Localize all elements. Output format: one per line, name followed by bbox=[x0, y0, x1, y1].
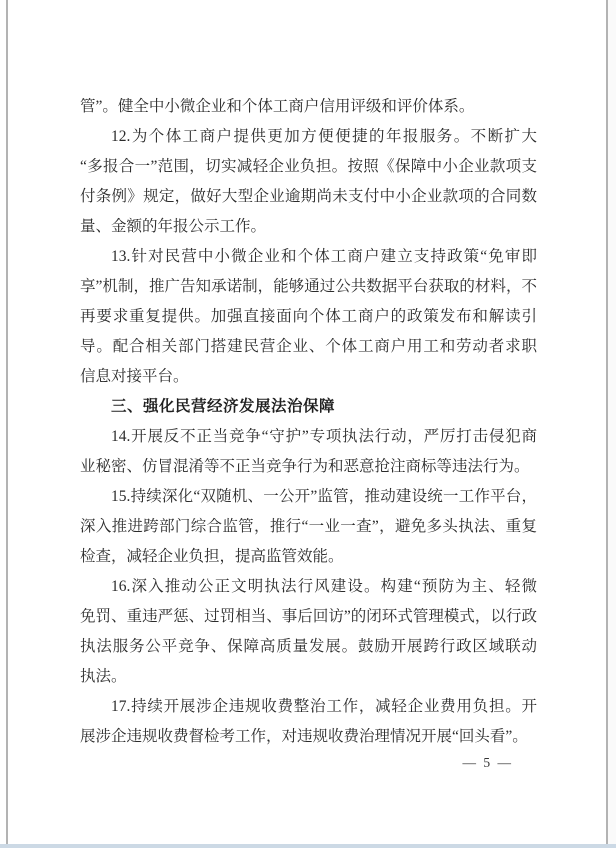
page-number: — 5 — bbox=[462, 755, 513, 770]
document-body bbox=[80, 92, 537, 752]
text-line: 执法。 bbox=[80, 668, 127, 685]
text-line: 量、金额的年报公示工作。 bbox=[80, 218, 267, 235]
page-edge-bottom bbox=[0, 844, 616, 848]
text-line: 13.针对民营中小微企业和个体工商户建立支持政策“免审即 bbox=[111, 248, 537, 265]
page-margin-strip bbox=[608, 0, 616, 848]
text-line: 付条例》规定，做好大型企业逾期尚未支付中小企业款项的合同数 bbox=[80, 188, 537, 205]
section-heading: 三、强化民营经济发展法治保障 bbox=[111, 398, 336, 415]
page-edge-left bbox=[6, 0, 8, 844]
text-line: 享”机制，推广告知承诺制，能够通过公共数据平台获取的材料，不 bbox=[80, 278, 537, 295]
text-line: 导。配合相关部门搭建民营企业、个体工商户用工和劳动者求职 bbox=[80, 338, 537, 355]
text-line: 检查，减轻企业负担，提高监管效能。 bbox=[80, 548, 344, 565]
text-line: 信息对接平台。 bbox=[80, 368, 189, 385]
text-line: 14.开展反不正当竞争“守护”专项执法行动，严厉打击侵犯商 bbox=[111, 428, 537, 445]
text-line: 再要求重复提供。加强直接面向个体工商户的政策发布和解读引 bbox=[80, 308, 537, 325]
text-line: 深入推进跨部门综合监管，推行“一业一查”，避免多头执法、重复 bbox=[80, 518, 537, 535]
text-line: 12.为个体工商户提供更加方便便捷的年报服务。不断扩大 bbox=[111, 128, 537, 145]
text-line: 管”。健全中小微企业和个体工商户信用评级和评价体系。 bbox=[80, 98, 475, 115]
text-line: “多报合一”范围，切实减轻企业负担。按照《保障中小企业款项支 bbox=[80, 158, 537, 175]
text-line: 17.持续开展涉企违规收费整治工作，减轻企业费用负担。开 bbox=[111, 698, 537, 715]
text-line: 业秘密、仿冒混淆等不正当竞争行为和恶意抢注商标等违法行为。 bbox=[80, 458, 530, 475]
text-line: 16.深入推动公正文明执法行风建设。构建“预防为主、轻微 bbox=[111, 578, 537, 595]
text-line: 展涉企违规收费督检考工作，对违规收费治理情况开展“回头看”。 bbox=[80, 728, 528, 745]
text-line: 免罚、重违严惩、过罚相当、事后回访”的闭环式管理模式，以行政 bbox=[80, 608, 537, 625]
text-line: 15.持续深化“双随机、一公开”监管，推动建设统一工作平台， bbox=[111, 488, 537, 505]
page-edge-right bbox=[606, 0, 608, 848]
text-line: 执法服务公平竞争、保障高质量发展。鼓励开展跨行政区域联动 bbox=[80, 638, 537, 655]
